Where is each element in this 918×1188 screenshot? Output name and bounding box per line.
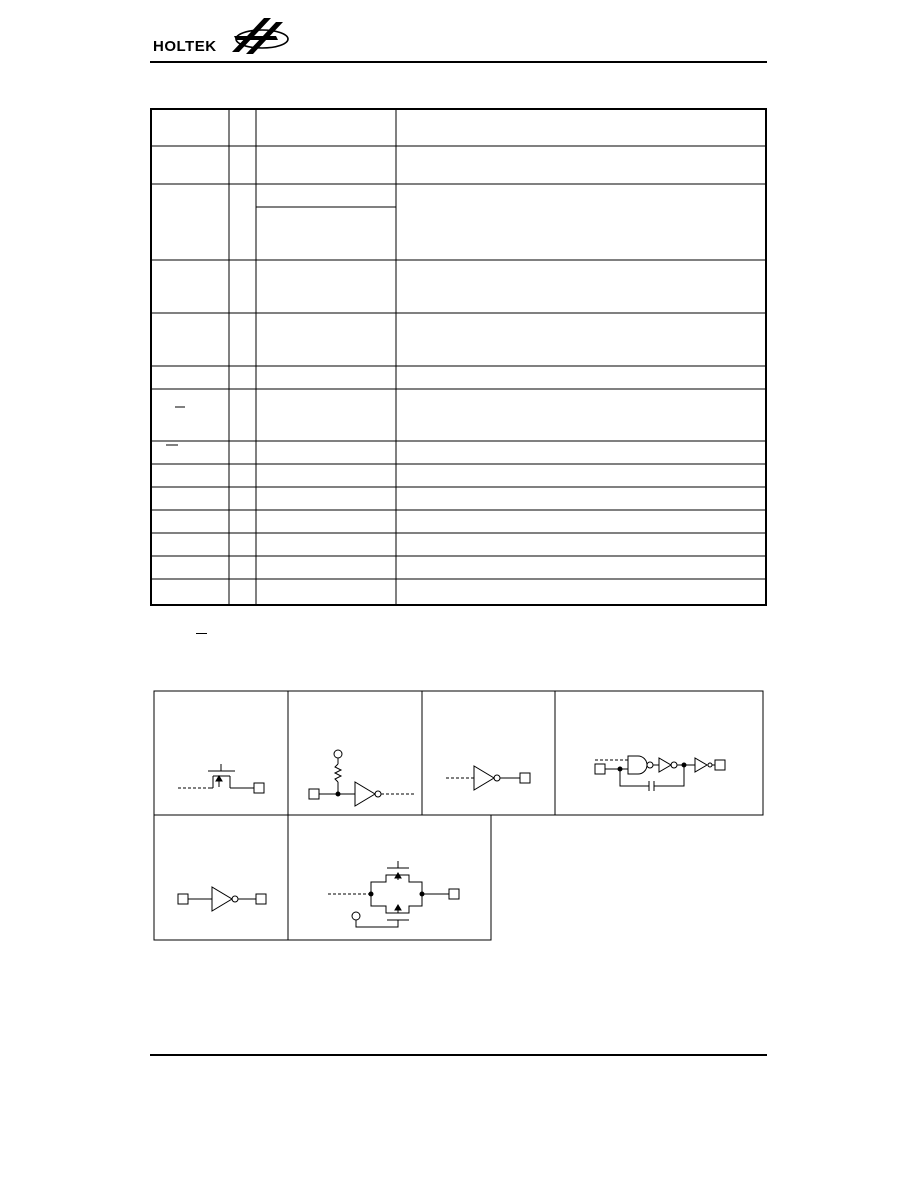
cmos-transmission-gate-icon (328, 861, 459, 927)
note-overbar (196, 633, 207, 634)
oscillator-nand-inverter-icon (595, 756, 725, 791)
inverter-buffer-icon (178, 887, 266, 911)
pin-description-table (150, 108, 767, 606)
nmos-open-drain-icon (178, 764, 264, 793)
header-rule (150, 61, 767, 63)
pin-circuit-diagrams (153, 690, 765, 942)
pull-up-input-inverter-icon (309, 750, 415, 806)
footer-rule (150, 1054, 767, 1056)
inverter-input-icon (446, 766, 530, 790)
brand-name: HOLTEK (153, 38, 217, 55)
